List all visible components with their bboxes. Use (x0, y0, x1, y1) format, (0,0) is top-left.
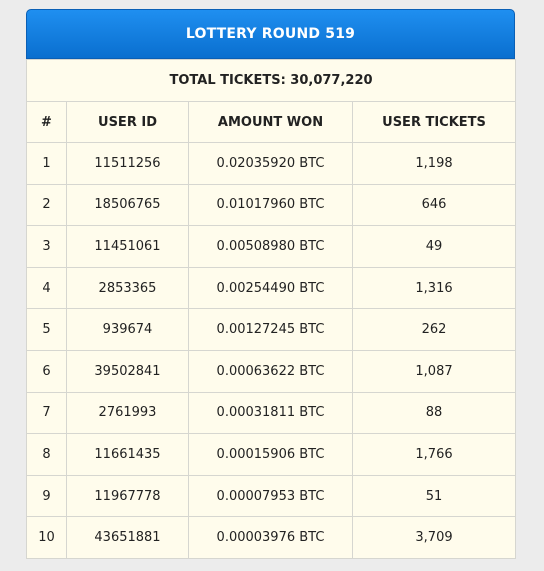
rank-cell: 7 (27, 392, 67, 434)
user-id-cell: 939674 (67, 309, 189, 351)
rank-cell: 3 (27, 226, 67, 268)
user-id-cell: 18506765 (67, 184, 189, 226)
user-tickets-cell: 1,316 (353, 267, 516, 309)
total-tickets-row (27, 60, 516, 102)
amount-won-cell: 0.00254490 BTC (189, 267, 353, 309)
rank-cell: 6 (27, 350, 67, 392)
user-tickets-cell: 88 (353, 392, 516, 434)
user-tickets-cell: 1,198 (353, 143, 516, 185)
lottery-round-title: LOTTERY ROUND 519 (26, 9, 515, 59)
rank-cell: 9 (27, 475, 67, 517)
lottery-results-panel (26, 9, 515, 559)
user-id-cell: 2853365 (67, 267, 189, 309)
table-row (27, 434, 516, 476)
amount-won-cell: 0.00063622 BTC (189, 350, 353, 392)
table-row (27, 350, 516, 392)
table-row (27, 392, 516, 434)
results-table (26, 59, 516, 559)
user-tickets-cell: 51 (353, 475, 516, 517)
user-tickets-cell: 262 (353, 309, 516, 351)
table-row (27, 309, 516, 351)
user-id-cell: 39502841 (67, 350, 189, 392)
user-tickets-cell: 3,709 (353, 517, 516, 559)
rank-cell: 1 (27, 143, 67, 185)
user-tickets-cell: 1,087 (353, 350, 516, 392)
table-header-row (27, 102, 516, 143)
rank-cell: 2 (27, 184, 67, 226)
table-row (27, 143, 516, 185)
column-header-rank: # (27, 102, 67, 143)
user-tickets-cell: 646 (353, 184, 516, 226)
column-header-user-id: USER ID (67, 102, 189, 143)
amount-won-cell: 0.00007953 BTC (189, 475, 353, 517)
user-id-cell: 2761993 (67, 392, 189, 434)
user-tickets-cell: 49 (353, 226, 516, 268)
rank-cell: 5 (27, 309, 67, 351)
table-row (27, 184, 516, 226)
table-row (27, 517, 516, 559)
rank-cell: 4 (27, 267, 67, 309)
table-row (27, 226, 516, 268)
amount-won-cell: 0.00003976 BTC (189, 517, 353, 559)
total-tickets-label: TOTAL TICKETS: 30,077,220 (27, 60, 516, 102)
amount-won-cell: 0.02035920 BTC (189, 143, 353, 185)
table-row (27, 475, 516, 517)
amount-won-cell: 0.00031811 BTC (189, 392, 353, 434)
amount-won-cell: 0.00127245 BTC (189, 309, 353, 351)
column-header-user-tickets: USER TICKETS (353, 102, 516, 143)
amount-won-cell: 0.01017960 BTC (189, 184, 353, 226)
column-header-amount-won: AMOUNT WON (189, 102, 353, 143)
user-id-cell: 43651881 (67, 517, 189, 559)
table-row (27, 267, 516, 309)
user-id-cell: 11661435 (67, 434, 189, 476)
amount-won-cell: 0.00015906 BTC (189, 434, 353, 476)
amount-won-cell: 0.00508980 BTC (189, 226, 353, 268)
rank-cell: 10 (27, 517, 67, 559)
user-id-cell: 11511256 (67, 143, 189, 185)
user-tickets-cell: 1,766 (353, 434, 516, 476)
user-id-cell: 11451061 (67, 226, 189, 268)
rank-cell: 8 (27, 434, 67, 476)
user-id-cell: 11967778 (67, 475, 189, 517)
